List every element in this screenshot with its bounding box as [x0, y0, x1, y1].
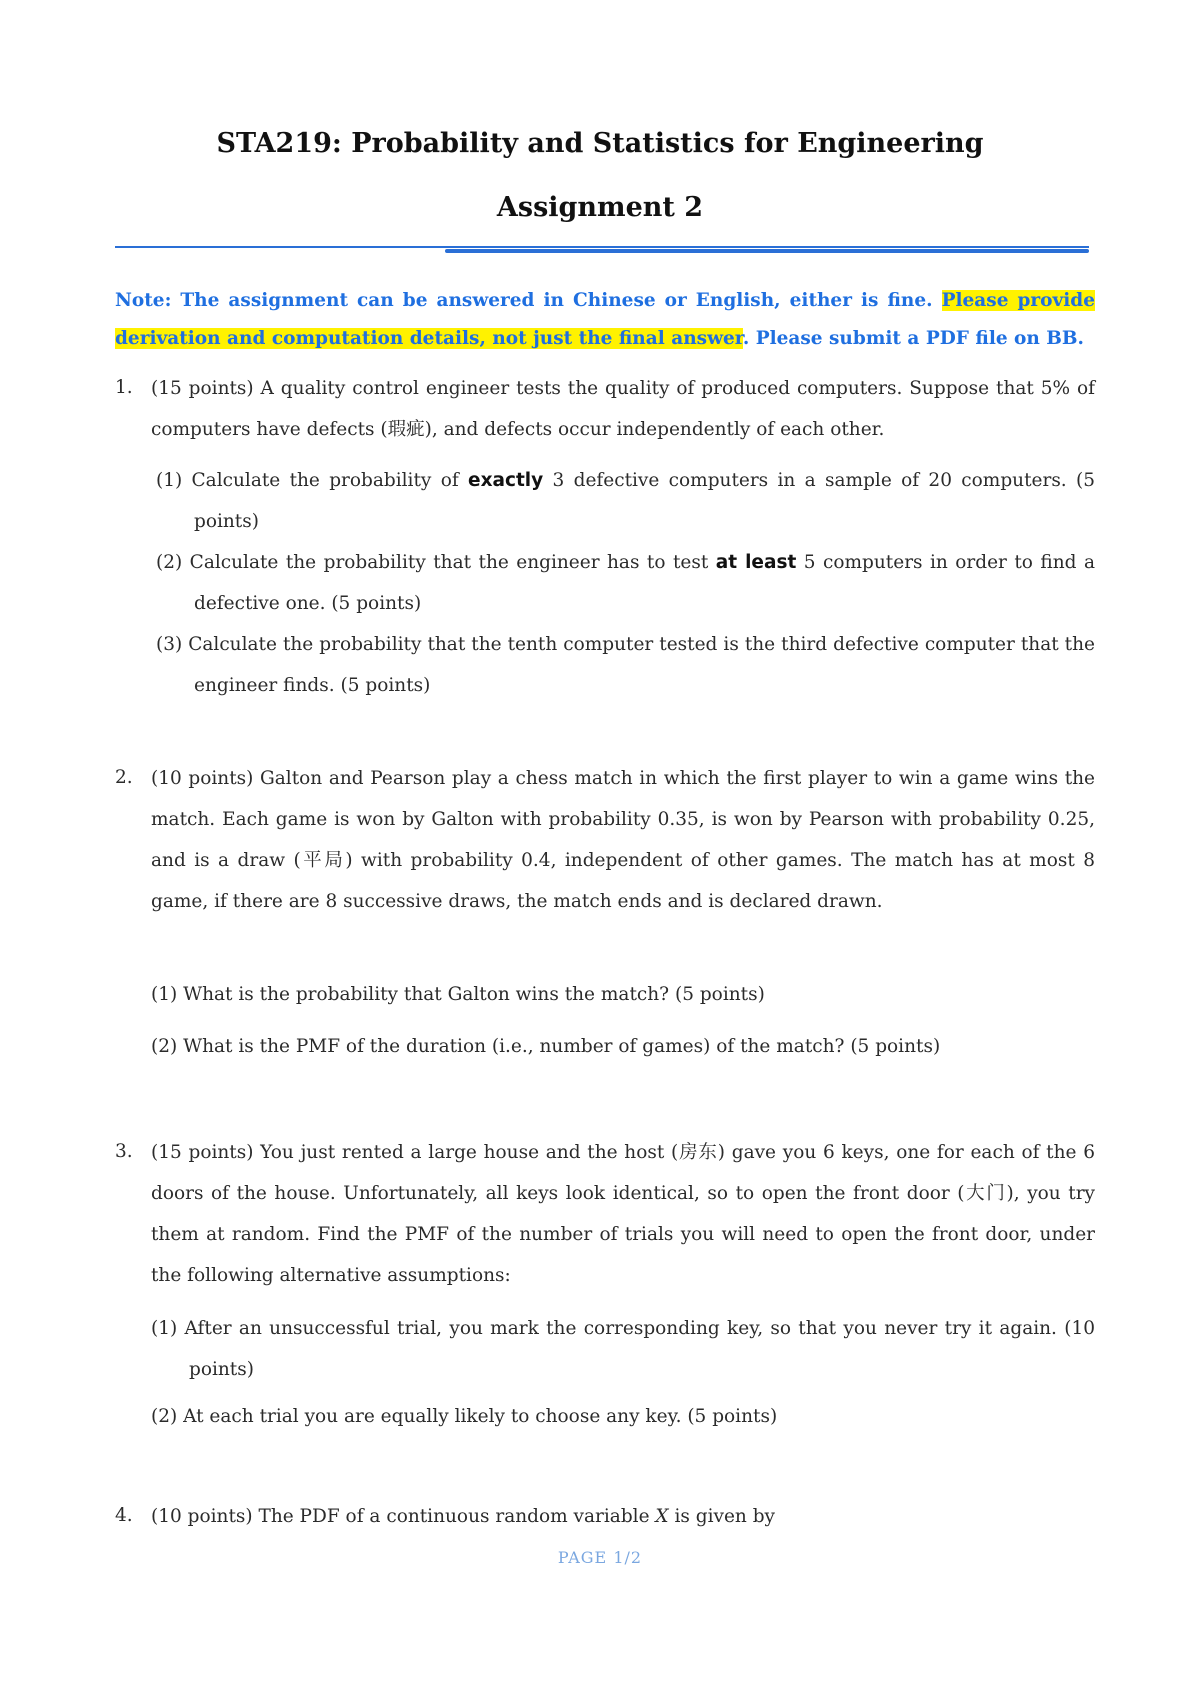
note-highlight: Please provide derivation and computation details, not just the final answer [115, 290, 1096, 349]
question-1-sub-2: (2) Calculate the probability that the engineer has to test at least 5 computers in order to find a defective one. (5 points) [156, 552, 1095, 614]
page-number-footer: PAGE 1/2 [557, 1548, 643, 1567]
header-divider-thick [445, 249, 1089, 253]
question-1-text: (15 points) A quality control engineer tests the quality of produced computers. Suppose that 5% of computers have defects (瑕疵), and defects occur independently of each other. [151, 378, 1095, 440]
document-title: STA219: Probability and Statistics for Engineering [216, 128, 984, 159]
question-1-sub-1: (1) Calculate the probability of exactly 3 defective computers in a sample of 20 computers. (5 points) [156, 470, 1096, 532]
assignment-note [115, 282, 1095, 358]
variable-x: X [655, 1506, 669, 1527]
header-divider-thin [115, 246, 1089, 248]
question-2-number: 2. [115, 767, 133, 788]
question-3-sub-2: (2) At each trial you are equally likely to choose any key. (5 points) [151, 1406, 778, 1427]
question-2-sub-1: (1) What is the probability that Galton wins the match? (5 points) [151, 984, 765, 1005]
question-3-number: 3. [115, 1141, 133, 1162]
question-1-number: 1. [115, 377, 133, 398]
question-3-sub-1: (1) After an unsuccessful trial, you mark the corresponding key, so that you never try it again. (10 points) [151, 1318, 1095, 1380]
question-2-sub-2: (2) What is the PMF of the duration (i.e., number of games) of the match? (5 points) [151, 1036, 941, 1057]
note-text-2: . Please submit a PDF file on BB. [742, 328, 1084, 349]
question-4-number: 4. [115, 1505, 133, 1526]
question-2-text: (10 points) Galton and Pearson play a chess match in which the first player to win a game wins the match. Each game is won by Galton with probability 0.35, is won by Pearson with probability 0.25, and is a draw (平局) with probability 0.4, independent of other games. The match has at most 8 game, if there are 8 successive draws, the match ends and is declared drawn. [151, 768, 1095, 912]
document-subtitle: Assignment 2 [496, 192, 704, 223]
question-1-sub-3: (3) Calculate the probability that the tenth computer tested is the third defective computer that the engineer finds. (5 points) [156, 634, 1095, 696]
question-3-text: (15 points) You just rented a large house and the host (房东) gave you 6 keys, one for each of the 6 doors of the house. Unfortunately, all keys look identical, so to open the front door (大门), you try them at random. Find the PMF of the number of trials you will need to open the front door, under the following alternative assumptions: [151, 1142, 1095, 1286]
note-text-1: Note: The assignment can be answered in Chinese or English, either is fine. [115, 290, 942, 311]
question-4-text: (10 points) The PDF of a continuous random variable X is given by [151, 1506, 775, 1527]
